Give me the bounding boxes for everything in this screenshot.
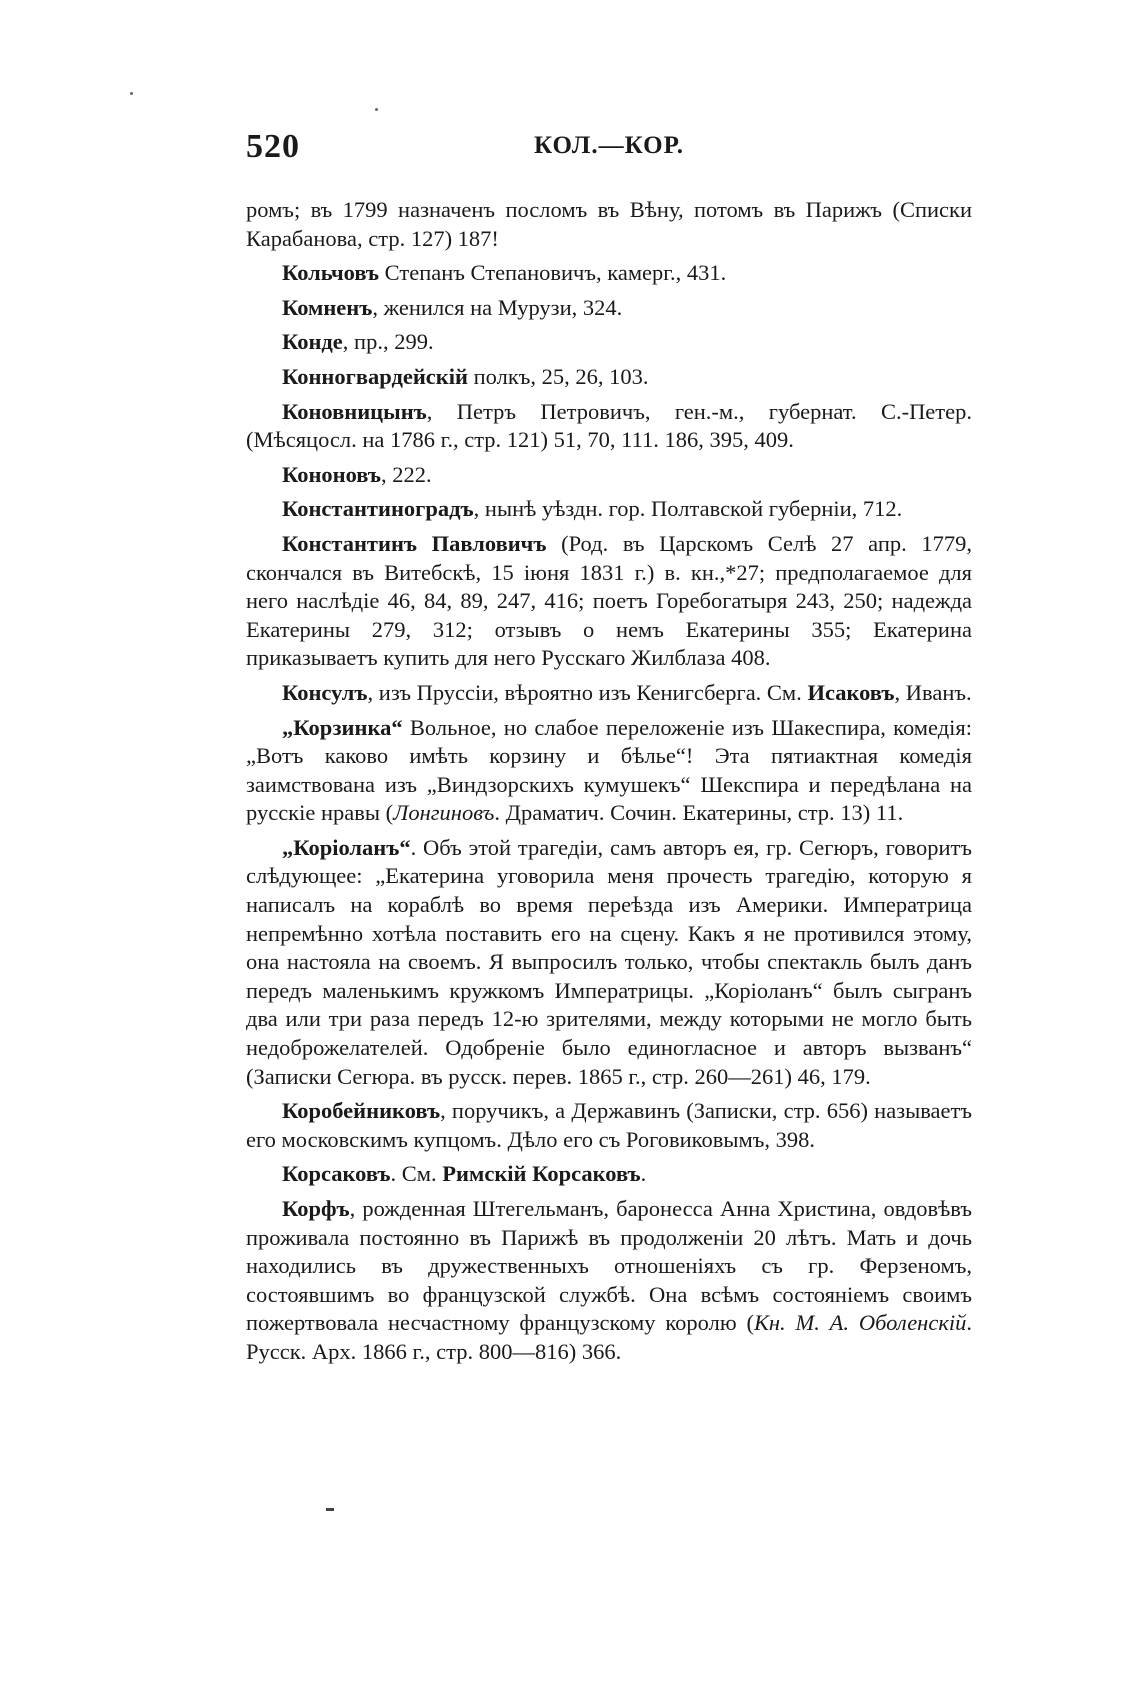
running-head: КОЛ.—КОР. [534,132,684,159]
entry [246,328,972,357]
entry [246,294,972,323]
entry-headword: Коновницынъ [282,398,427,424]
entry-text: , женился на Мурузи, 324. [372,294,623,320]
entry [246,530,972,673]
entry [246,259,972,288]
entry-text: , Петръ Петровичъ, ген.-м., губернат. С.-Петер. (Мѣсяцосл. на 1786 г., стр. 121) 51, 70, 111. 186, 395, 409. [246,398,972,453]
entry-headword: Конде [282,329,343,355]
entry-headword: Комненъ [282,294,373,320]
entry-text: (Род. въ Царскомъ Селѣ 27 апр. 1779, скончался въ Витебскѣ, 15 іюня 1831 г.) в. кн.,*27; предполагаемое для него наслѣдіе 46, 84, 89, 247, 416; поетъ Горебогатыря 243, 250; надежда Екатерины 279, 312; отзывъ о немъ Екатерины 355; Екатерина приказываетъ купить для него Русскаго Жилблаза 408. [246,530,973,671]
entry-text: . См. [390,1161,443,1187]
entry-continuation [246,196,972,253]
entry-text: полкъ, 25, 26, 103. [467,363,649,389]
entry-text: , пр., 299. [342,329,434,355]
page-header [246,128,972,168]
entry-headword: Коробейниковъ [282,1098,441,1124]
entry-text: , 222. [381,461,432,487]
cross-reference: Римскій Корсаковъ [442,1161,641,1187]
entry [246,495,972,524]
entry [246,398,972,455]
cited-author: Лонгиновъ [393,800,495,826]
entry-headword: „Коріоланъ“ [282,834,411,860]
page-body [246,196,972,1373]
entry-text: , Иванъ. [894,679,972,705]
entry-text: ромъ; въ 1799 назначенъ посломъ въ Вѣну, потомъ въ Парижъ (Списки Карабанова, стр. 127) 187! [246,197,972,251]
entry [246,363,972,392]
cited-author: Кн. М. А. Оболенскій [753,1310,967,1336]
entry-text: . [640,1161,647,1187]
entry [246,1097,972,1154]
entry-headword: Конногвардейскій [282,363,468,389]
cross-reference: Исаковъ [807,679,895,705]
entry-headword: Кононовъ [282,461,382,487]
scan-speck [130,92,133,95]
entry-text: . Русск. Арх. 1866 г., стр. 800—816) 366. [246,1310,972,1364]
entry-text: Степанъ Степановичъ, камерг., 431. [379,260,727,286]
entry-headword: „Корзинка“ [282,714,403,740]
entry-text: , рожденная Штегельманъ, баронесса Анна Христина, овдовѣвъ проживала постоянно въ Парижѣ въ продолженіи 20 лѣтъ. Мать и дочь находились въ дружественныхъ отношеніяхъ съ гр. Ферзеномъ, состоявшимъ во французской службѣ. Она всѣмъ состояніемъ своимъ пожертвовала несчастному французскому королю ( [246,1196,972,1336]
entry-headword: Консулъ [282,679,368,705]
entry-text: . Драматич. Сочин. Екатерины, стр. 13) 11. [494,800,904,826]
entry [246,1195,972,1367]
entry-headword: Корфъ [282,1196,350,1221]
entry-text: , изъ Пруссіи, вѣроятно изъ Кенигсберга. См. [367,679,808,705]
scan-speck [375,108,378,111]
entry [246,1160,972,1189]
entry-headword: Константиноградъ [282,496,474,522]
scan-speck [326,1508,334,1511]
entry [246,679,972,708]
entry-text: Вольное, но слабое переложеніе изъ Шакеспира, комедія: „Вотъ каково имѣть корзину и бѣлье“! Эта пятиактная комедія заимствована изъ „Виндзорскихъ кумушекъ“ Шекспира и передѣлана на русскіе нравы ( [246,714,972,826]
entry-text: . Объ этой трагедіи, самъ авторъ ея, гр. Сегюръ, говоритъ слѣдующее: „Екатерина уговорила меня прочесть трагедію, которую я написалъ на кораблѣ во время переѣзда изъ Америки. Императрица непремѣнно хотѣла поставить его на сцену. Какъ я не противился этому, она настояла на своемъ. Я выпросилъ только, чтобы спектакль былъ данъ передъ маленькимъ кружкомъ Императрицы. „Коріоланъ“ былъ сыгранъ два или три раза передъ 12-ю зрителями, между которыми не могло быть недоброжелателей. Одобреніе было единогласное и авторъ вызванъ“ (Записки Сегюра. въ русск. перев. 1865 г., стр. 260—261) 46, 179. [246,834,972,1089]
page-number: 520 [246,128,300,165]
entry-headword: Константинъ Павловичъ [282,530,547,556]
entry-headword: Кольчовъ [282,260,380,286]
entry-headword: Корсаковъ [282,1161,391,1187]
entry [246,461,972,490]
entry-text: , поручикъ, а Державинъ (Записки, стр. 656) называетъ его московскимъ купцомъ. Дѣло его съ Роговиковымъ, 398. [246,1098,972,1152]
entry [246,714,972,828]
entry-text: , нынѣ уѣздн. гор. Полтавской губерніи, 712. [473,496,903,522]
entry [246,834,972,1091]
